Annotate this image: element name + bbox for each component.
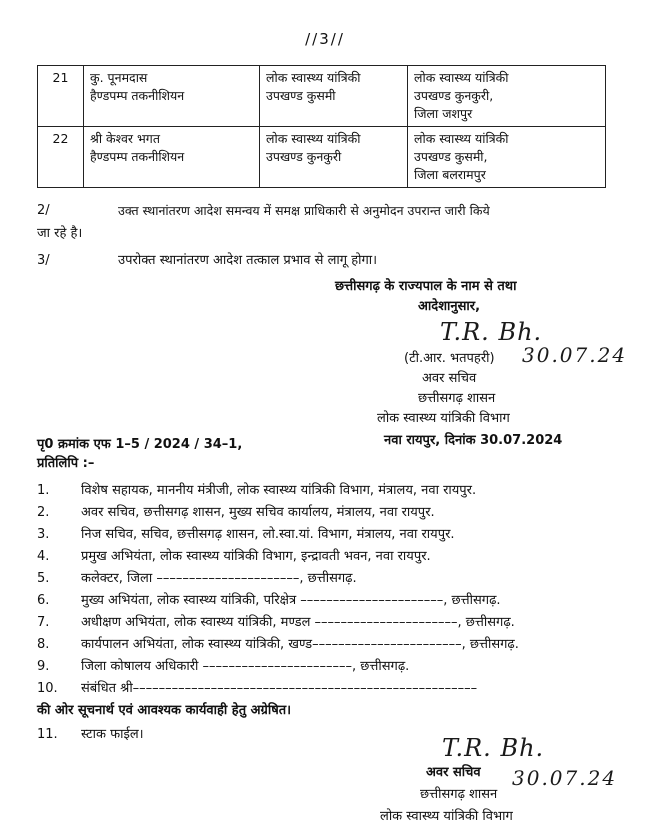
employee-post: हैण्डपम्प तकनीशियन <box>90 88 185 103</box>
list-number: 4. <box>37 549 50 564</box>
list-item <box>37 656 409 678</box>
to-office-line: उपखण्ड कुनकुरी, <box>414 88 494 103</box>
list-text: जिला कोषालय अधिकारी –––––––––––––––––––––––, छत्तीसगढ़. <box>81 659 410 674</box>
para2-number: 2/ <box>37 203 50 218</box>
list-number: 2. <box>37 505 50 520</box>
to-office-line: लोक स्वास्थ्य यांत्रिकी <box>414 131 509 146</box>
list-text: संबंधित श्री––––––––––––––––––––––––––––––––––––––––––––––––––––– <box>81 681 478 696</box>
from-office-cell <box>260 66 408 127</box>
list-text: निज सचिव, सचिव, छत्तीसगढ़ शासन, लो.स्वा.यां. विभाग, मंत्रालय, नवा रायपुर. <box>81 527 455 542</box>
from-office-line: उपखण्ड कुनकुरी <box>266 149 342 164</box>
from-office-line: लोक स्वास्थ्य यांत्रिकी <box>266 70 361 85</box>
employee-cell <box>84 127 260 188</box>
list-number: 1. <box>37 483 50 498</box>
list-text: कलेक्टर, जिला ––––––––––––––––––––––, छत्तीसगढ़. <box>81 571 357 586</box>
signature-handwriting: T.R. Bh. <box>442 734 545 762</box>
para2-line2: जा रहे है। <box>37 226 83 241</box>
table-row <box>38 127 606 188</box>
list-number: 3. <box>37 527 50 542</box>
employee-name: श्री केश्वर भगत <box>90 131 160 146</box>
to-office-line: जिला जशपुर <box>414 106 473 121</box>
list-text: स्टाक फाईल। <box>81 727 144 742</box>
handwritten-date: 30.07.24 <box>522 343 628 367</box>
to-office-line: जिला बलरामपुर <box>414 167 486 182</box>
page-number: //3// <box>305 30 345 48</box>
list-number: 7. <box>37 615 50 630</box>
list-item <box>37 678 607 700</box>
list-text: विशेष सहायक, माननीय मंत्रीजी, लोक स्वास्थ्य यांत्रिकी विभाग, मंत्रालय, नवा रायपुर. <box>81 483 477 498</box>
list-item <box>37 568 357 590</box>
to-office-cell <box>408 66 606 127</box>
serial-number: 21 <box>38 66 84 127</box>
list-number: 10. <box>37 681 58 696</box>
list-number: 9. <box>37 659 50 674</box>
order-line-2: आदेशानुसार, <box>418 299 481 314</box>
place-date: नवा रायपुर, दिनांक 30.07.2024 <box>384 433 563 448</box>
para3-text: उपरोक्त स्थानांतरण आदेश तत्काल प्रभाव से लागू होगा। <box>118 253 378 268</box>
reference-number: पृ0 क्रमांक एफ 1–5 / 2024 / 34–1, <box>37 437 243 452</box>
to-office-line: उपखण्ड कुसमी, <box>414 149 488 164</box>
order-line-1: छत्तीसगढ़ के राज्यपाल के नाम से तथा <box>335 279 517 294</box>
list-number: 5. <box>37 571 50 586</box>
from-office-cell <box>260 127 408 188</box>
dept-name: लोक स्वास्थ्य यांत्रिकी विभाग <box>377 411 510 426</box>
list-item <box>37 590 501 612</box>
list-item <box>37 546 431 568</box>
employee-cell <box>84 66 260 127</box>
list-item <box>37 612 515 634</box>
copy-heading: प्रतिलिपि :– <box>37 456 95 471</box>
to-office-line: लोक स्वास्थ्य यांत्रिकी <box>414 70 509 85</box>
signature-handwriting: T.R. Bh. <box>440 318 543 346</box>
designation: अवर सचिव <box>422 371 477 386</box>
signatory-name: (टी.आर. भतपहरी) <box>404 351 495 366</box>
forward-line: की ओर सूचनार्थ एवं आवश्यक कार्यवाही हेतु अग्रेषित। <box>37 703 292 718</box>
employee-name: कु. पूनमदास <box>90 70 148 85</box>
govt-name: छत्तीसगढ़ शासन <box>420 787 498 802</box>
from-office-line: लोक स्वास्थ्य यांत्रिकी <box>266 131 361 146</box>
to-office-cell <box>408 127 606 188</box>
para2-line1: उक्त स्थानांतरण आदेश समन्वय में समक्ष प्राधिकारी से अनुमोदन उपरान्त जारी किये <box>118 203 490 218</box>
list-item <box>37 634 519 656</box>
list-text: कार्यपालन अभियंता, लोक स्वास्थ्य यांत्रिकी, खण्ड–––––––––––––––––––––––, छत्तीसगढ़. <box>81 637 519 652</box>
list-text: मुख्य अभियंता, लोक स्वास्थ्य यांत्रिकी, परिक्षेत्र ––––––––––––––––––––––, छत्तीसगढ़. <box>81 593 501 608</box>
govt-name: छत्तीसगढ़ शासन <box>418 391 496 406</box>
list-number: 8. <box>37 637 50 652</box>
list-item <box>37 724 144 746</box>
designation: अवर सचिव <box>426 765 481 780</box>
list-item <box>37 502 435 524</box>
transfer-table <box>37 65 606 188</box>
list-item <box>37 524 455 546</box>
list-number: 11. <box>37 727 58 742</box>
list-number: 6. <box>37 593 50 608</box>
list-text: अधीक्षण अभियंता, लोक स्वास्थ्य यांत्रिकी, मण्डल ––––––––––––––––––––––, छत्तीसगढ़. <box>81 615 515 630</box>
list-text: अवर सचिव, छत्तीसगढ़ शासन, मुख्य सचिव कार्यालय, मंत्रालय, नवा रायपुर. <box>81 505 435 520</box>
list-item <box>37 480 476 502</box>
para3-number: 3/ <box>37 253 50 268</box>
serial-number: 22 <box>38 127 84 188</box>
from-office-line: उपखण्ड कुसमी <box>266 88 336 103</box>
table-row <box>38 66 606 127</box>
dept-name: लोक स्वास्थ्य यांत्रिकी विभाग <box>380 809 513 824</box>
list-text: प्रमुख अभियंता, लोक स्वास्थ्य यांत्रिकी विभाग, इन्द्रावती भवन, नवा रायपुर. <box>81 549 431 564</box>
handwritten-date: 30.07.24 <box>512 766 618 790</box>
employee-post: हैण्डपम्प तकनीशियन <box>90 149 185 164</box>
